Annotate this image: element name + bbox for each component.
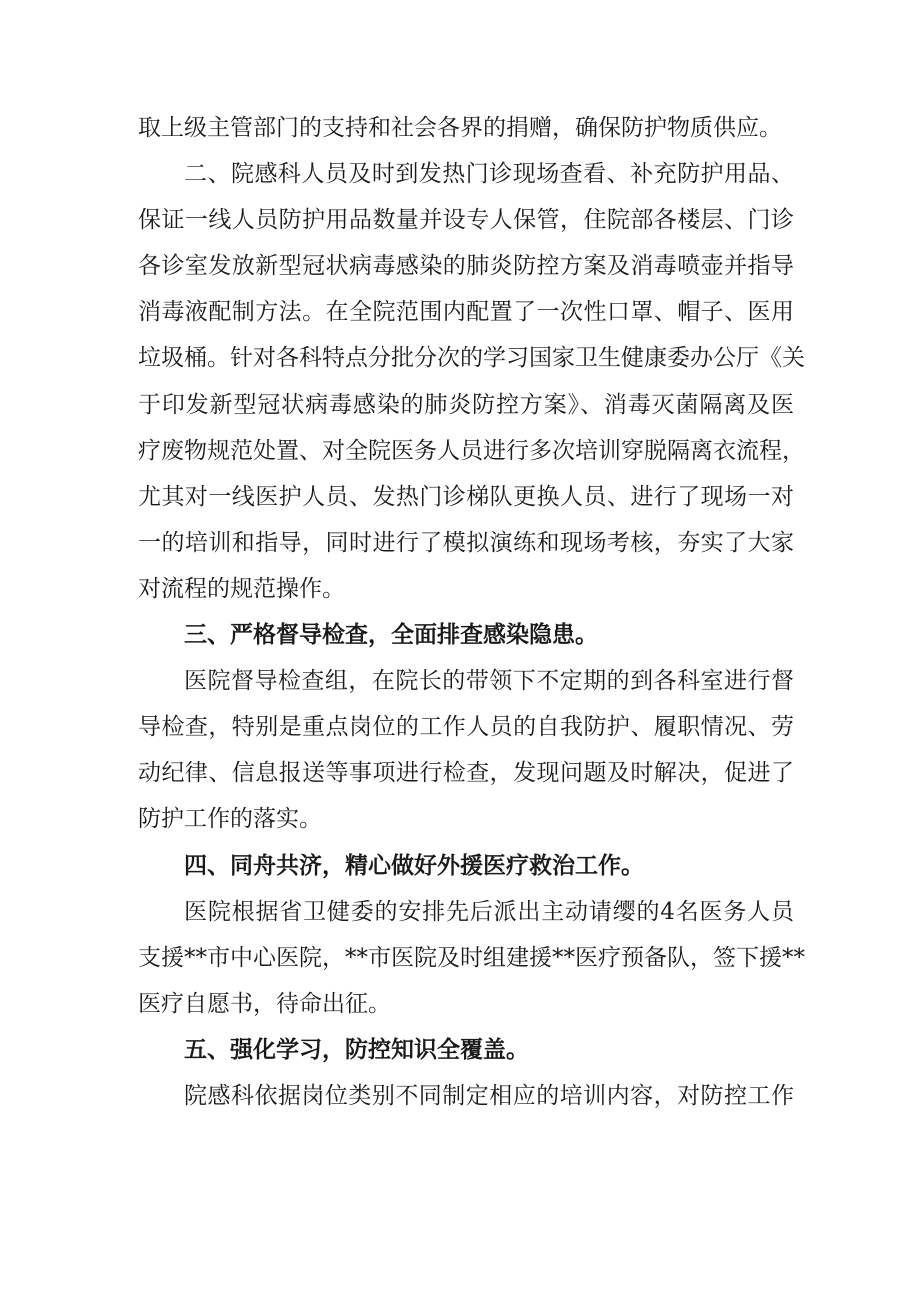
paragraph-line: 尤其对一线医护人员、发热门诊梯队更换人员、进行了现场一对 xyxy=(138,483,794,510)
paragraph-line: 各诊室发放新型冠状病毒感染的肺炎防控方案及消毒喷壶并指导 xyxy=(138,253,794,280)
paragraph-line: 保证一线人员防护用品数量并设专人保管，住院部各楼层、门诊 xyxy=(138,207,794,234)
paragraph-line: 院感科依据岗位类别不同制定相应的培训内容，对防控工作 xyxy=(184,1082,794,1109)
paragraph-line: 医院督导检查组，在院长的带领下不定期的到各科室进行督 xyxy=(184,668,794,695)
paragraph-line: 垃圾桶。针对各科特点分批分次的学习国家卫生健康委办公厅《关 xyxy=(138,345,805,372)
paragraph-line: 一的培训和指导，同时进行了模拟演练和现场考核，夯实了大家 xyxy=(138,529,794,556)
paragraph-line: 对流程的规范操作。 xyxy=(138,575,345,602)
paragraph-line: 疗废物规范处置、对全院医务人员进行多次培训穿脱隔离衣流程， xyxy=(138,437,805,464)
paragraph-line: 消毒液配制方法。在全院范围内配置了一次性口罩、帽子、医用 xyxy=(138,299,794,326)
section-heading: 五、强化学习，防控知识全覆盖。 xyxy=(184,1036,529,1063)
section-heading: 三、严格督导检查，全面排查感染隐患。 xyxy=(184,622,598,649)
paragraph-line: 医疗自愿书，待命出征。 xyxy=(138,990,391,1017)
paragraph-line: 取上级主管部门的支持和社会各界的捐赠，确保防护物质供应。 xyxy=(138,115,782,141)
paragraph-line: 二、院感科人员及时到发热门诊现场查看、补充防护用品、 xyxy=(184,161,794,188)
document-body xyxy=(138,105,805,1119)
paragraph-line: 支援**市中心医院，**市医院及时组建援**医疗预备队，签下援** xyxy=(138,944,805,971)
paragraph-line: 导检查，特别是重点岗位的工作人员的自我防护、履职情况、劳 xyxy=(138,714,794,741)
paragraph-line: 于印发新型冠状病毒感染的肺炎防控方案》、消毒灭菌隔离及医 xyxy=(138,391,794,418)
section-heading: 四、同舟共济，精心做好外援医疗救治工作。 xyxy=(184,852,644,879)
paragraph-line: 动纪律、信息报送等事项进行检查，发现问题及时解决，促进了 xyxy=(138,760,794,787)
paragraph-line: 防护工作的落实。 xyxy=(138,806,322,833)
paragraph-line: 医院根据省卫健委的安排先后派出主动请缨的4名医务人员 xyxy=(184,898,794,925)
